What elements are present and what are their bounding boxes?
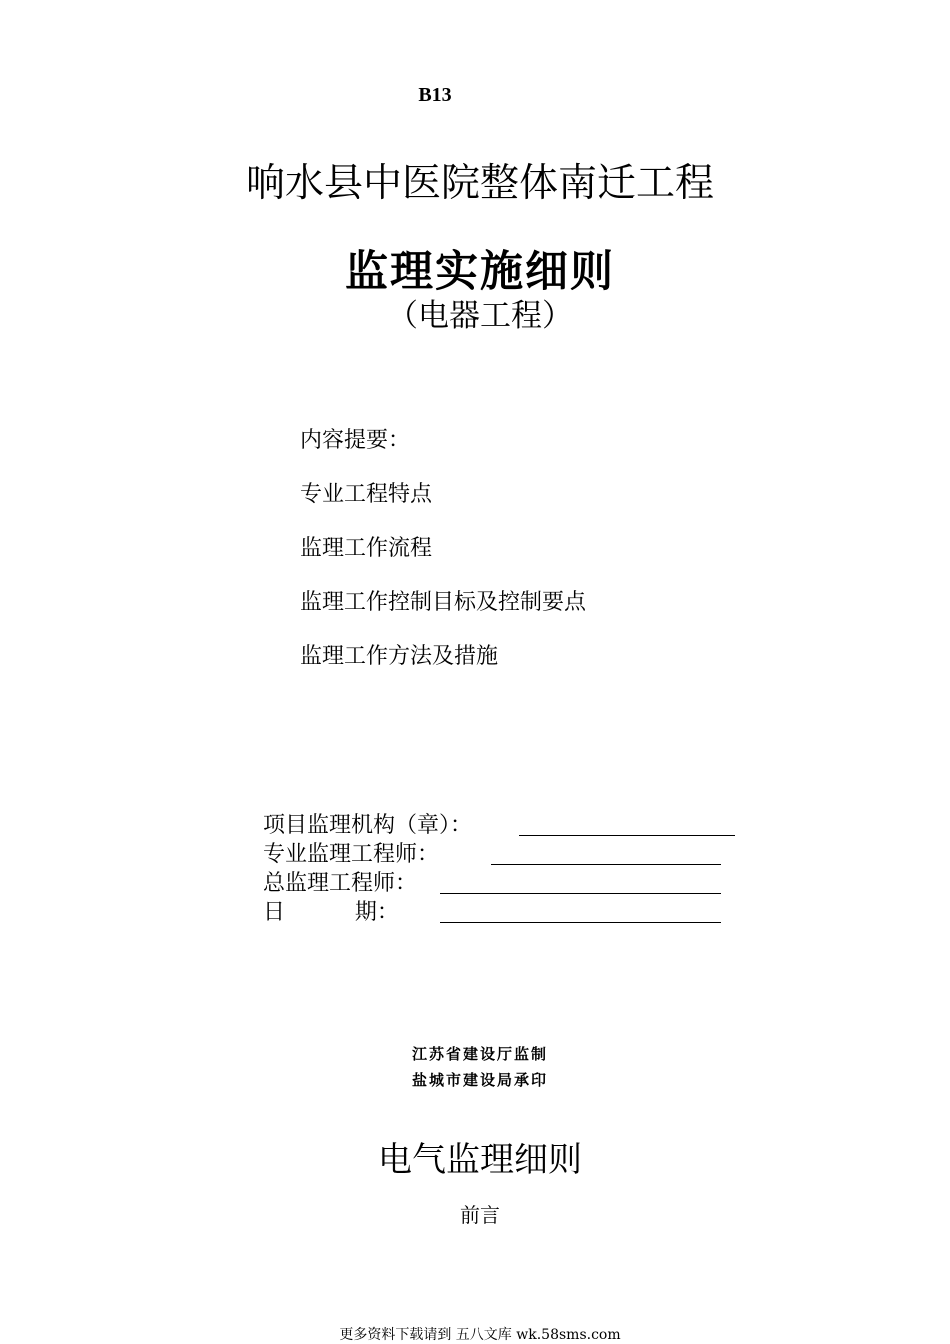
preface-heading: 前言 — [460, 1203, 500, 1227]
signature-label: 日 期： — [263, 900, 399, 925]
signature-row-date — [263, 898, 472, 927]
issuer-printer: 盐城市建设局承印 — [411, 1071, 548, 1089]
signature-line — [440, 893, 721, 894]
signature-block — [263, 811, 472, 927]
project-name: 响水县中医院整体南迁工程 — [245, 161, 714, 206]
signature-line — [440, 922, 721, 923]
signature-label: 总监理工程师： — [263, 871, 418, 896]
issuer-supervisor: 江苏省建设厅监制 — [411, 1045, 548, 1063]
signature-label: 项目监理机构（章）： — [263, 813, 473, 838]
signature-row-specialist — [263, 840, 472, 869]
section-heading: 电气监理细则 — [378, 1140, 582, 1180]
signature-label: 专业监理工程师： — [263, 842, 440, 867]
signature-line — [491, 864, 721, 865]
contents-item: 监理工作方法及措施 — [300, 644, 499, 669]
signature-row-agency — [263, 811, 472, 840]
contents-item: 监理工作流程 — [300, 536, 433, 561]
signature-row-chief — [263, 869, 472, 898]
footer-download-note: 更多资料下载请到 五八文库 wk.58sms.com — [339, 1327, 621, 1343]
document-subtitle: （电器工程） — [387, 298, 573, 334]
contents-item: 专业工程特点 — [300, 482, 433, 507]
document-code: B13 — [418, 84, 452, 106]
contents-heading: 内容提要： — [300, 428, 411, 453]
document-title: 监理实施细则 — [345, 247, 615, 297]
contents-summary — [300, 426, 586, 696]
signature-line — [519, 835, 735, 836]
contents-item: 监理工作控制目标及控制要点 — [300, 590, 587, 615]
